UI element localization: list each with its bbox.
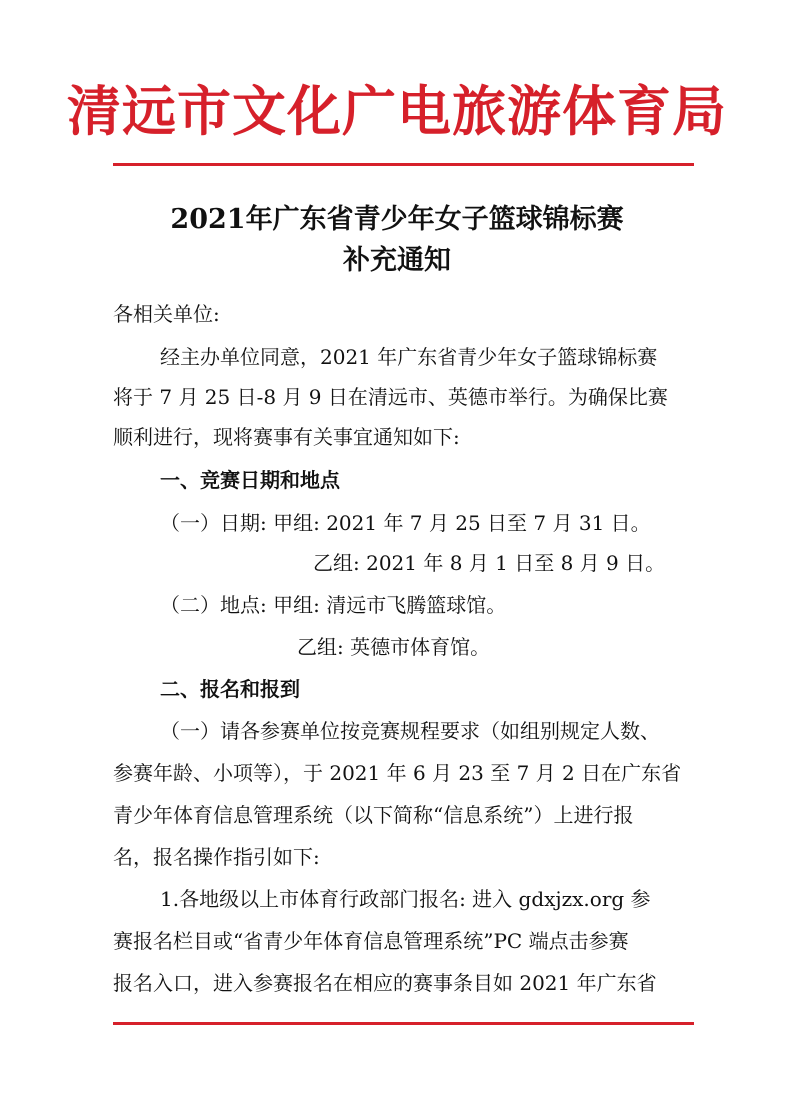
notice-title-line-1: 2021年广东省青少年女子篮球锦标赛	[170, 204, 624, 235]
date-line-group-b: 乙组: 2021 年 8 月 1 日至 8 月 9 日。	[313, 551, 666, 575]
letterhead-org-name: 清远市文化广电旅游体育局	[67, 80, 727, 143]
section-1-heading: 一、竞赛日期和地点	[160, 468, 340, 492]
venue-line-group-a: （二）地点: 甲组: 清远市飞腾篮球馆。	[160, 593, 507, 617]
intro-line-3: 顺利进行，现将赛事有关事宜通知如下:	[113, 425, 460, 449]
registration-para-line-3: 青少年体育信息管理系统（以下简称“信息系统”）上进行报	[113, 803, 634, 827]
registration-para-line-2: 参赛年龄、小项等），于 2021 年 6 月 23 至 7 月 2 日在广东省	[113, 761, 682, 785]
registration-para-line-4: 名，报名操作指引如下:	[113, 845, 320, 869]
notice-title-line-2: 补充通知	[343, 245, 451, 276]
intro-line-1: 经主办单位同意，2021 年广东省青少年女子篮球锦标赛	[160, 345, 658, 369]
salutation: 各相关单位:	[113, 302, 220, 326]
letterhead-red-rule	[113, 163, 694, 166]
section-2-heading: 二、报名和报到	[160, 677, 300, 701]
instruction-line-3: 报名入口，进入参赛报名在相应的赛事条目如 2021 年广东省	[113, 971, 657, 995]
instruction-line-1: 1.各地级以上市体育行政部门报名: 进入 gdxjzx.org 参	[160, 887, 651, 911]
intro-line-2: 将于 7 月 25 日-8 月 9 日在清远市、英德市举行。为确保比赛	[113, 385, 668, 409]
registration-para-line-1: （一）请各参赛单位按竞赛规程要求（如组别规定人数、	[160, 719, 660, 743]
footer-red-rule	[113, 1022, 694, 1025]
instruction-line-2: 赛报名栏目或“省青少年体育信息管理系统”PC 端点击参赛	[113, 929, 629, 953]
venue-line-group-b: 乙组: 英德市体育馆。	[297, 635, 491, 659]
date-line-group-a: （一）日期: 甲组: 2021 年 7 月 25 日至 7 月 31 日。	[160, 511, 651, 535]
